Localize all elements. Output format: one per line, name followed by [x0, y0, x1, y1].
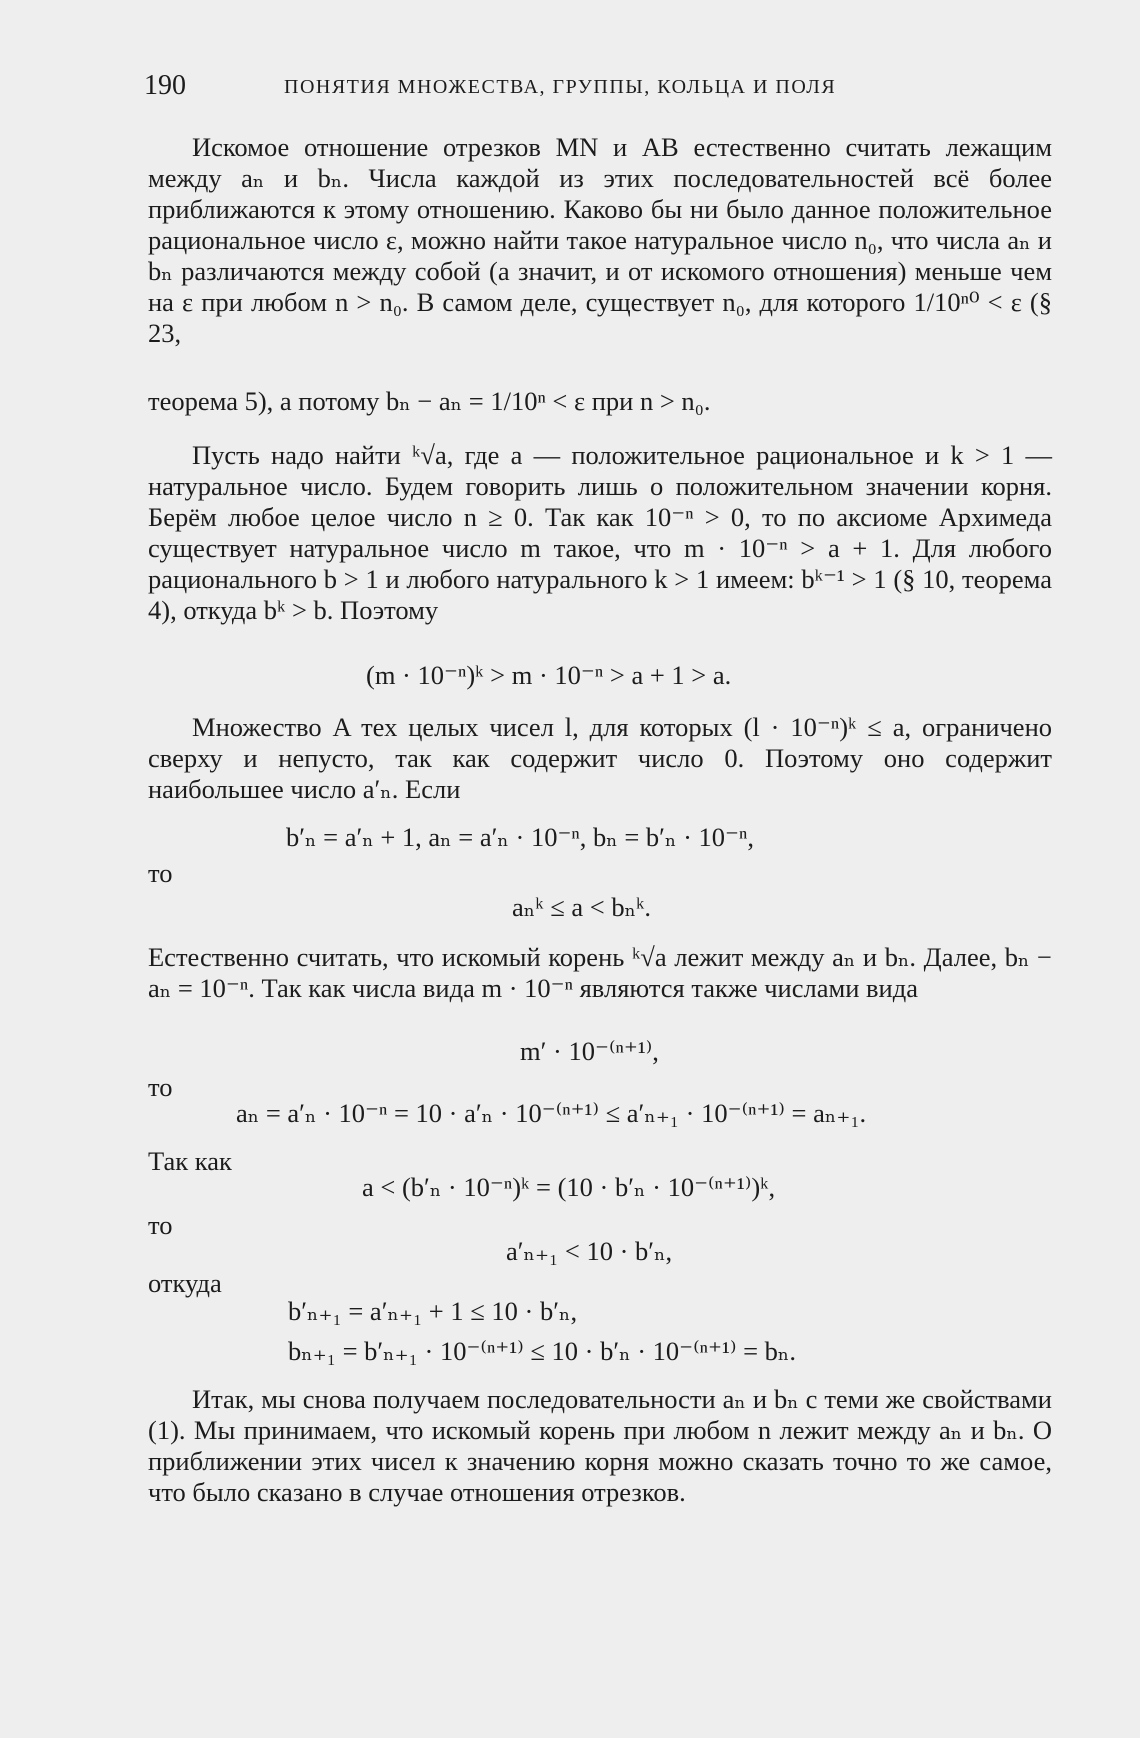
- formula-bn-an-definitions: b′ₙ = a′ₙ + 1, aₙ = a′ₙ · 10⁻ⁿ, bₙ = b′ₙ · 10⁻ⁿ,: [286, 822, 754, 852]
- paragraph-conclusion: Итак, мы снова получаем последовательности aₙ и bₙ с теми же свойствами (1). Мы принимаем, что искомый корень при любом n лежит между aₙ и bₙ. О приближении этих чисел к значению корня можно сказать точно то же самое, что было сказано в случае отношения отрезков.: [148, 1384, 1052, 1507]
- formula-an-monotone: aₙ = a′ₙ · 10⁻ⁿ = 10 · a′ₙ · 10⁻⁽ⁿ⁺¹⁾ ≤ a′ₙ₊₁ · 10⁻⁽ⁿ⁺¹⁾ = aₙ₊₁.: [236, 1098, 867, 1128]
- lead-to-3: то: [148, 1210, 173, 1240]
- lead-otkuda: откуда: [148, 1268, 222, 1298]
- lead-to-2: то: [148, 1072, 173, 1102]
- lead-to: то: [148, 858, 173, 888]
- paragraph-root-between: Естественно считать, что искомый корень ᵏ√a лежит между aₙ и bₙ. Далее, bₙ − aₙ = 10⁻ⁿ. Так как числа вида m · 10⁻ⁿ являются также числами вида: [148, 942, 1052, 1003]
- formula-b-prime-next: b′ₙ₊₁ = a′ₙ₊₁ + 1 ≤ 10 · b′ₙ,: [288, 1296, 578, 1326]
- formula-root-bounds: aₙᵏ ≤ a < bₙᵏ.: [512, 892, 652, 922]
- formula-b-next: bₙ₊₁ = b′ₙ₊₁ · 10⁻⁽ⁿ⁺¹⁾ ≤ 10 · b′ₙ · 10⁻⁽ⁿ⁺¹⁾ = bₙ.: [288, 1336, 797, 1366]
- paragraph-root-definition: Пусть надо найти ᵏ√a, где a — положительное рациональное и k > 1 — натуральное число. Будем говорить лишь о положительном значении корня. Берём любое целое число n ≥ 0. Так как 10⁻ⁿ > 0, то по аксиоме Архимеда существует натуральное число m такое, что m · 10⁻ⁿ > a + 1. Для любого рационального b > 1 и любого натурального k > 1 имеем: bᵏ⁻¹ > 1 (§ 10, теорема 4), откуда bᵏ > b. Поэтому: [148, 440, 1052, 625]
- formula-a-prime-next: a′ₙ₊₁ < 10 · b′ₙ,: [506, 1236, 673, 1266]
- running-head: [144, 70, 1044, 110]
- paragraph-ratio-of-segments: Искомое отношение отрезков MN и AB естественно считать лежащим между aₙ и bₙ. Числа каждой из этих последовательностей всё более приближаются к этому отношению. Каково бы ни было данное положительное рациональное число ε, можно найти такое натуральное число n₀, что числа aₙ и bₙ различаются между собой (а значит, и от искомого отношения) меньше чем на ε при любом n > n₀. В самом деле, существует n₀, для которого 1/10ⁿ⁰ < ε (§ 23,: [148, 132, 1052, 348]
- formula-a-less-than: a < (b′ₙ · 10⁻ⁿ)ᵏ = (10 · b′ₙ · 10⁻⁽ⁿ⁺¹⁾)ᵏ,: [362, 1172, 776, 1202]
- formula-archimedes-inequality: (m · 10⁻ⁿ)ᵏ > m · 10⁻ⁿ > a + 1 > a.: [366, 660, 732, 690]
- paragraph-set-a: Множество A тех целых чисел l, для которых (l · 10⁻ⁿ)ᵏ ≤ a, ограничено сверху и непусто, так как содержит число 0. Поэтому оно содержит наибольшее число a′ₙ. Если: [148, 712, 1052, 804]
- paragraph-ratio-end: теорема 5), а потому bₙ − aₙ = 1/10ⁿ < ε при n > n₀.: [148, 386, 711, 416]
- running-title: ПОНЯТИЯ МНОЖЕСТВА, ГРУППЫ, КОЛЬЦА И ПОЛЯ: [284, 76, 837, 98]
- lead-tak-kak: Так как: [148, 1146, 232, 1176]
- page-number: 190: [144, 70, 186, 101]
- formula-m-prime: m′ · 10⁻⁽ⁿ⁺¹⁾,: [520, 1036, 659, 1066]
